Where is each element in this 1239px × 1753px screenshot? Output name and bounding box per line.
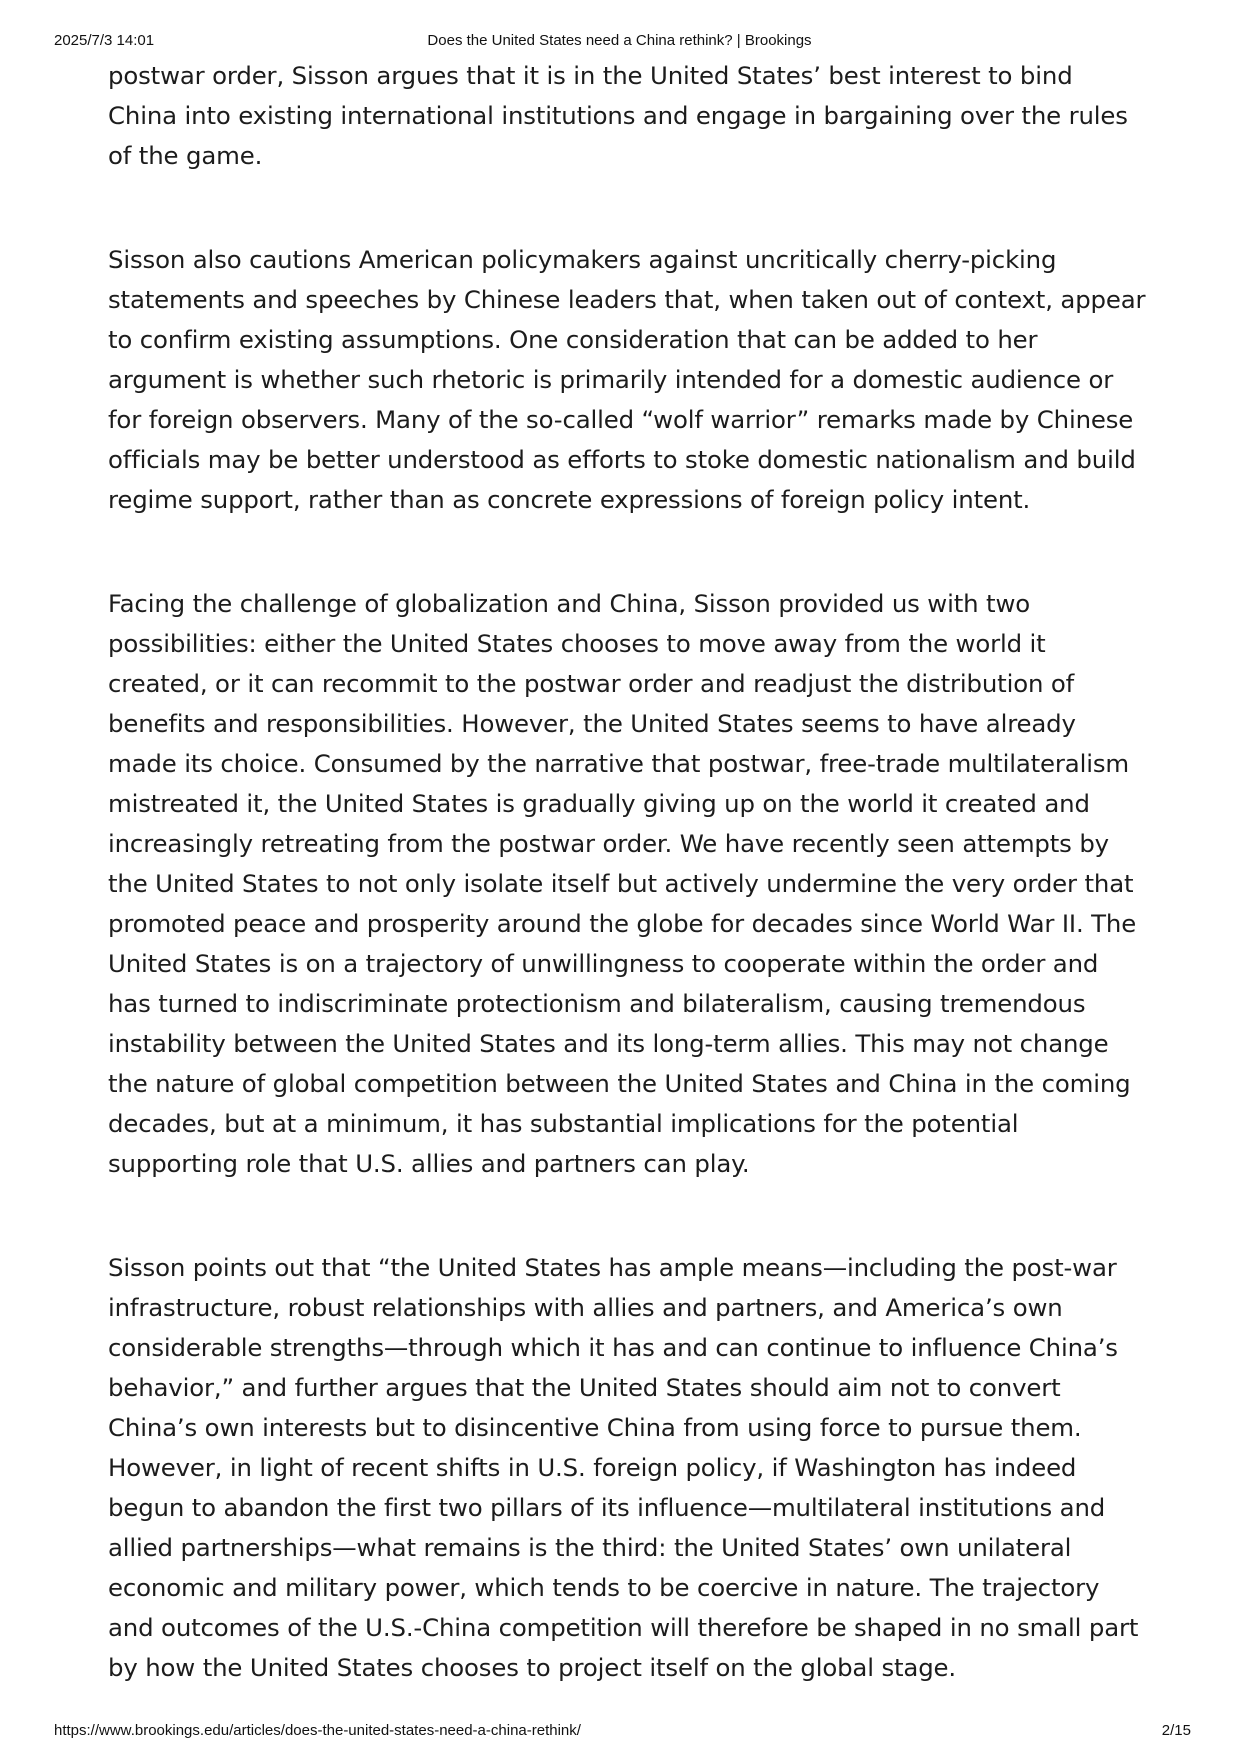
article-paragraph: Facing the challenge of globalization and China, Sisson provided us with two possibilities: either the United States chooses to move away from the world it created, or it can recommit to the postwar order and readjust the distribution of benefits and responsibilities. However, the United States seems to have already made its choice. Consumed by the narrative that postwar, free-trade multilateralism mistreated it, the United States is gradually giving up on the world it created and increasingly retreating from the postwar order. We have recently seen attempts by the United States to not only isolate itself but actively undermine the very order that promoted peace and prosperity around the globe for decades since World War II. The United States is on a trajectory of unwillingness to cooperate within the order and has turned to indiscriminate protectionism and bilateralism, causing tremendous instability between the United States and its long-term allies. This may not change the nature of global competition between the United States and China in the coming decades, but at a minimum, it has substantial implications for the potential supporting role that U.S. allies and partners can play.	[108, 589, 1137, 1178]
article-body	[108, 56, 1148, 1752]
page-url: https://www.brookings.edu/articles/does-the-united-states-need-a-china-rethink/	[54, 1722, 581, 1739]
article-paragraph: postwar order, Sisson argues that it is in the United States’ best interest to bind China into existing international institutions and engage in bargaining over the rules of the game.	[108, 61, 1128, 170]
print-header	[0, 28, 1239, 52]
print-datetime: 2025/7/3 14:01	[54, 32, 155, 49]
article-paragraph: Sisson points out that “the United States has ample means—including the post-war infrastructure, robust relationships with allies and partners, and America’s own considerable strengths—through which it has and can continue to influence China’s behavior,” and further argues that the United States should aim not to convert China’s own interests but to disincentive China from using force to pursue them. However, in light of recent shifts in U.S. foreign policy, if Washington has indeed begun to abandon the first two pillars of its influence—multilateral institutions and allied partnerships—what remains is the third: the United States’ own unilateral economic and military power, which tends to be coercive in nature. The trajectory and outcomes of the U.S.-China competition will therefore be shaped in no small part by how the United States chooses to project itself on the global stage.	[108, 1253, 1139, 1682]
print-footer	[0, 1722, 1239, 1746]
page-number: 2/15	[1161, 1722, 1191, 1739]
print-page-title: Does the United States need a China rethink? | Brookings	[427, 32, 812, 49]
article-paragraph: Sisson also cautions American policymakers against uncritically cherry-picking statements and speeches by Chinese leaders that, when taken out of context, appear to confirm existing assumptions. One consideration that can be added to her argument is whether such rhetoric is primarily intended for a domestic audience or for foreign observers. Many of the so-called “wolf warrior” remarks made by Chinese officials may be better understood as efforts to stoke domestic nationalism and build regime support, rather than as concrete expressions of foreign policy intent.	[108, 245, 1146, 514]
